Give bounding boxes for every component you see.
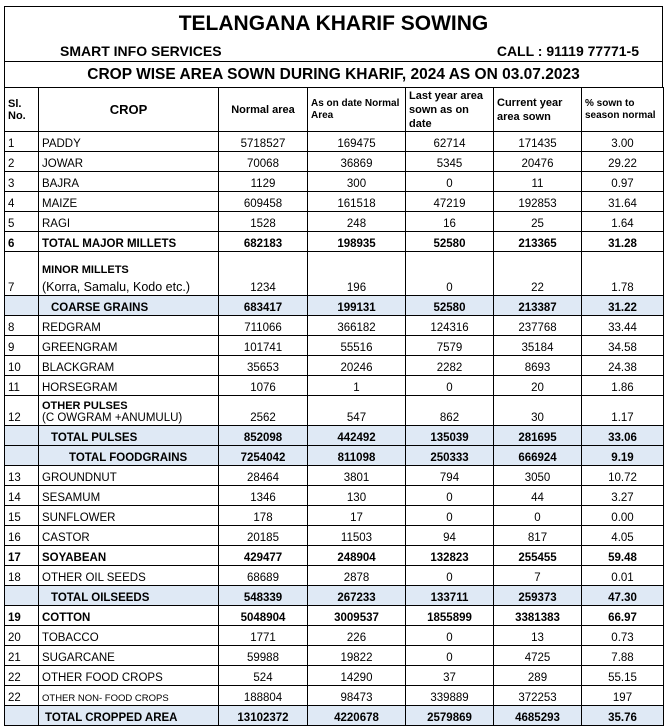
cell-asondate: 366182 — [308, 316, 406, 336]
cell-crop: GROUNDNUT — [39, 466, 219, 486]
cell-sl: 6 — [5, 232, 39, 252]
cell-lastyear: 62714 — [406, 132, 494, 152]
cell-normal: 178 — [219, 506, 308, 526]
cell-crop: COTTON — [39, 606, 219, 626]
cell-lastyear: 0 — [406, 626, 494, 646]
cell-normal: 1346 — [219, 486, 308, 506]
cell-pct: 1.78 — [582, 252, 664, 296]
cell-normal: 5048904 — [219, 606, 308, 626]
cell-current: 7 — [494, 566, 582, 586]
cell-crop: PADDY — [39, 132, 219, 152]
table-row — [5, 316, 664, 336]
cell-current: 35184 — [494, 336, 582, 356]
cell-pct: 0.73 — [582, 626, 664, 646]
cell-pct: 34.58 — [582, 336, 664, 356]
cell-crop: TOTAL MAJOR MILLETS — [39, 232, 219, 252]
cell-sl: 10 — [5, 356, 39, 376]
cell-crop: BAJRA — [39, 172, 219, 192]
cell-lastyear: 0 — [406, 566, 494, 586]
cell-crop: TOTAL CROPPED AREA — [39, 706, 219, 726]
cell-asondate: 2878 — [308, 566, 406, 586]
cell-lastyear: 250333 — [406, 446, 494, 466]
cell-current: 213387 — [494, 296, 582, 316]
cell-asondate: 55516 — [308, 336, 406, 356]
cell-sl: 7 — [5, 252, 39, 296]
table-row — [5, 646, 664, 666]
cell-normal: 852098 — [219, 426, 308, 446]
table-row — [5, 606, 664, 626]
cell-pct: 31.22 — [582, 296, 664, 316]
cell-normal: 548339 — [219, 586, 308, 606]
cell-asondate: 300 — [308, 172, 406, 192]
cell-asondate: 198935 — [308, 232, 406, 252]
cell-normal: 1076 — [219, 376, 308, 396]
table-row — [5, 546, 664, 566]
cell-current: 213365 — [494, 232, 582, 252]
cell-lastyear: 52580 — [406, 296, 494, 316]
cell-lastyear: 0 — [406, 506, 494, 526]
company-name: SMART INFO SERVICES — [60, 43, 222, 59]
cell-pct: 66.97 — [582, 606, 664, 626]
cell-current: 20 — [494, 376, 582, 396]
cell-crop: TOTAL FOODGRAINS — [39, 446, 219, 466]
cell-current: 30 — [494, 396, 582, 426]
cell-asondate: 442492 — [308, 426, 406, 446]
cell-current: 3381383 — [494, 606, 582, 626]
cell-asondate: 17 — [308, 506, 406, 526]
cell-sl: 21 — [5, 646, 39, 666]
cell-crop: TOTAL PULSES — [39, 426, 219, 446]
cell-lastyear: 0 — [406, 172, 494, 192]
cell-pct: 7.88 — [582, 646, 664, 666]
cell-current: 25 — [494, 212, 582, 232]
cell-asondate: 14290 — [308, 666, 406, 686]
table-header-row — [5, 88, 664, 132]
cell-sl: 18 — [5, 566, 39, 586]
cell-normal: 682183 — [219, 232, 308, 252]
table-row — [5, 506, 664, 526]
cell-pct: 47.30 — [582, 586, 664, 606]
cell-sl — [5, 446, 39, 466]
info-bar — [4, 41, 663, 61]
cell-normal: 524 — [219, 666, 308, 686]
cell-sl: 1 — [5, 132, 39, 152]
cell-sl: 4 — [5, 192, 39, 212]
cell-asondate: 36869 — [308, 152, 406, 172]
cell-sl: 13 — [5, 466, 39, 486]
cell-lastyear: 133711 — [406, 586, 494, 606]
cell-current: 20476 — [494, 152, 582, 172]
cell-asondate: 199131 — [308, 296, 406, 316]
cell-asondate: 98473 — [308, 686, 406, 706]
cell-asondate: 3801 — [308, 466, 406, 486]
cell-current: 372253 — [494, 686, 582, 706]
cell-normal: 7254042 — [219, 446, 308, 466]
cell-sl: 22 — [5, 666, 39, 686]
cell-asondate: 20246 — [308, 356, 406, 376]
cell-current: 817 — [494, 526, 582, 546]
cell-current: 13 — [494, 626, 582, 646]
cell-pct: 1.17 — [582, 396, 664, 426]
cell-current: 4725 — [494, 646, 582, 666]
cell-asondate: 161518 — [308, 192, 406, 212]
table-row — [5, 152, 664, 172]
table-row — [5, 396, 664, 426]
table-row — [5, 192, 664, 212]
cell-crop: SUNFLOWER — [39, 506, 219, 526]
cell-sl — [5, 586, 39, 606]
table-row — [5, 212, 664, 232]
table-row — [5, 356, 664, 376]
cell-lastyear: 132823 — [406, 546, 494, 566]
cell-normal: 68689 — [219, 566, 308, 586]
cell-lastyear: 862 — [406, 396, 494, 426]
cell-asondate: 811098 — [308, 446, 406, 466]
cell-normal: 711066 — [219, 316, 308, 336]
cell-crop: SUGARCANE — [39, 646, 219, 666]
table-row — [5, 666, 664, 686]
cell-lastyear: 94 — [406, 526, 494, 546]
cell-normal: 5718527 — [219, 132, 308, 152]
cell-sl: 20 — [5, 626, 39, 646]
cell-sl — [5, 296, 39, 316]
cell-pct: 4.05 — [582, 526, 664, 546]
crop-table — [4, 87, 664, 726]
cell-normal: 1234 — [219, 252, 308, 296]
cell-normal: 35653 — [219, 356, 308, 376]
cell-current: 289 — [494, 666, 582, 686]
crop-main-label: MINOR MILLETS — [42, 264, 129, 276]
cell-pct: 3.00 — [582, 132, 664, 152]
cell-current: 259373 — [494, 586, 582, 606]
cell-crop: HORSEGRAM — [39, 376, 219, 396]
cell-pct: 59.48 — [582, 546, 664, 566]
cell-sl — [5, 706, 39, 726]
cell-pct: 1.64 — [582, 212, 664, 232]
cell-lastyear: 2282 — [406, 356, 494, 376]
cell-asondate: 248 — [308, 212, 406, 232]
cell-normal: 1528 — [219, 212, 308, 232]
cell-current: 237768 — [494, 316, 582, 336]
table-row — [5, 252, 664, 296]
cell-asondate: 11503 — [308, 526, 406, 546]
cell-crop — [39, 396, 219, 426]
header-sl: Sl. No. — [5, 88, 39, 132]
cell-crop: GREENGRAM — [39, 336, 219, 356]
cell-lastyear: 135039 — [406, 426, 494, 446]
cell-lastyear: 0 — [406, 646, 494, 666]
cell-pct: 31.28 — [582, 232, 664, 252]
cell-crop: MAIZE — [39, 192, 219, 212]
cell-lastyear: 794 — [406, 466, 494, 486]
table-row — [5, 586, 664, 606]
cell-lastyear: 0 — [406, 376, 494, 396]
header-normal-area: Normal area — [219, 88, 308, 132]
table-row — [5, 132, 664, 152]
cell-pct: 33.06 — [582, 426, 664, 446]
cell-pct: 0.00 — [582, 506, 664, 526]
cell-current: 4685293 — [494, 706, 582, 726]
cell-pct: 24.38 — [582, 356, 664, 376]
cell-sl: 9 — [5, 336, 39, 356]
cell-pct: 55.15 — [582, 666, 664, 686]
cell-normal: 1771 — [219, 626, 308, 646]
cell-sl: 3 — [5, 172, 39, 192]
cell-sl: 14 — [5, 486, 39, 506]
cell-pct: 35.76 — [582, 706, 664, 726]
cell-crop: OTHER OIL SEEDS — [39, 566, 219, 586]
cell-crop: RAGI — [39, 212, 219, 232]
cell-asondate: 19822 — [308, 646, 406, 666]
cell-normal: 59988 — [219, 646, 308, 666]
cell-asondate: 547 — [308, 396, 406, 426]
cell-lastyear: 124316 — [406, 316, 494, 336]
cell-sl: 5 — [5, 212, 39, 232]
table-row — [5, 526, 664, 546]
cell-asondate: 226 — [308, 626, 406, 646]
cell-pct: 9.19 — [582, 446, 664, 466]
table-row — [5, 566, 664, 586]
cell-current: 281695 — [494, 426, 582, 446]
cell-sl: 11 — [5, 376, 39, 396]
cell-pct: 31.64 — [582, 192, 664, 212]
table-row — [5, 232, 664, 252]
cell-crop: TOTAL OILSEEDS — [39, 586, 219, 606]
table-row — [5, 336, 664, 356]
cell-lastyear: 1855899 — [406, 606, 494, 626]
cell-current: 11 — [494, 172, 582, 192]
cell-lastyear: 47219 — [406, 192, 494, 212]
cell-current: 22 — [494, 252, 582, 296]
cell-lastyear: 52580 — [406, 232, 494, 252]
cell-crop: SOYABEAN — [39, 546, 219, 566]
cell-current: 255455 — [494, 546, 582, 566]
cell-crop — [39, 252, 219, 296]
table-row — [5, 446, 664, 466]
cell-sl — [5, 426, 39, 446]
cell-asondate: 130 — [308, 486, 406, 506]
cell-lastyear: 339889 — [406, 686, 494, 706]
cell-sl: 17 — [5, 546, 39, 566]
cell-pct: 3.27 — [582, 486, 664, 506]
cell-lastyear: 0 — [406, 252, 494, 296]
table-row — [5, 172, 664, 192]
report-sheet — [4, 6, 663, 726]
cell-lastyear: 5345 — [406, 152, 494, 172]
cell-normal: 28464 — [219, 466, 308, 486]
cell-current: 171435 — [494, 132, 582, 152]
cell-pct: 29.22 — [582, 152, 664, 172]
table-row — [5, 486, 664, 506]
cell-pct: 0.01 — [582, 566, 664, 586]
cell-asondate: 4220678 — [308, 706, 406, 726]
table-row — [5, 706, 664, 726]
cell-normal: 2562 — [219, 396, 308, 426]
crop-sub-label: (C OWGRAM +ANUMULU) — [42, 412, 183, 424]
cell-lastyear: 37 — [406, 666, 494, 686]
cell-pct: 197 — [582, 686, 664, 706]
cell-normal: 101741 — [219, 336, 308, 356]
table-row — [5, 426, 664, 446]
cell-current: 0 — [494, 506, 582, 526]
cell-crop: SESAMUM — [39, 486, 219, 506]
cell-lastyear: 2579869 — [406, 706, 494, 726]
cell-crop: JOWAR — [39, 152, 219, 172]
header-as-on-date: As on date Normal Area — [308, 88, 406, 132]
cell-crop: COARSE GRAINS — [39, 296, 219, 316]
cell-crop: TOBACCO — [39, 626, 219, 646]
cell-pct: 10.72 — [582, 466, 664, 486]
header-crop: CROP — [39, 88, 219, 132]
cell-normal: 70068 — [219, 152, 308, 172]
cell-current: 8693 — [494, 356, 582, 376]
crop-sub-label: (Korra, Samalu, Kodo etc.) — [42, 280, 190, 294]
table-row — [5, 296, 664, 316]
header-last-year: Last year area sown as on date — [406, 88, 494, 132]
cell-sl: 2 — [5, 152, 39, 172]
cell-crop: CASTOR — [39, 526, 219, 546]
cell-lastyear: 0 — [406, 486, 494, 506]
table-row — [5, 626, 664, 646]
cell-asondate: 196 — [308, 252, 406, 296]
cell-sl: 22 — [5, 686, 39, 706]
cell-normal: 429477 — [219, 546, 308, 566]
cell-normal: 1129 — [219, 172, 308, 192]
table-row — [5, 466, 664, 486]
cell-asondate: 1 — [308, 376, 406, 396]
cell-crop: OTHER FOOD CROPS — [39, 666, 219, 686]
cell-crop: REDGRAM — [39, 316, 219, 336]
cell-current: 44 — [494, 486, 582, 506]
header-current-year: Current year area sown — [494, 88, 582, 132]
cell-normal: 609458 — [219, 192, 308, 212]
cell-normal: 20185 — [219, 526, 308, 546]
call-number: CALL : 91119 77771-5 — [496, 43, 639, 59]
cell-asondate: 169475 — [308, 132, 406, 152]
table-row — [5, 686, 664, 706]
cell-sl: 15 — [5, 506, 39, 526]
report-subtitle: CROP WISE AREA SOWN DURING KHARIF, 2024 AS ON 03.07.2023 — [4, 61, 663, 87]
report-title: TELANGANA KHARIF SOWING — [4, 6, 663, 41]
cell-lastyear: 16 — [406, 212, 494, 232]
cell-normal: 13102372 — [219, 706, 308, 726]
cell-sl: 19 — [5, 606, 39, 626]
cell-asondate: 248904 — [308, 546, 406, 566]
cell-pct: 33.44 — [582, 316, 664, 336]
cell-normal: 683417 — [219, 296, 308, 316]
cell-sl: 8 — [5, 316, 39, 336]
cell-crop: OTHER NON- FOOD CROPS — [39, 686, 219, 706]
cell-crop: BLACKGRAM — [39, 356, 219, 376]
cell-sl: 16 — [5, 526, 39, 546]
cell-asondate: 267233 — [308, 586, 406, 606]
cell-normal: 188804 — [219, 686, 308, 706]
cell-asondate: 3009537 — [308, 606, 406, 626]
cell-lastyear: 7579 — [406, 336, 494, 356]
cell-current: 666924 — [494, 446, 582, 466]
cell-pct: 0.97 — [582, 172, 664, 192]
header-pct-sown: % sown to season normal — [582, 88, 664, 132]
cell-pct: 1.86 — [582, 376, 664, 396]
table-row — [5, 376, 664, 396]
cell-current: 192853 — [494, 192, 582, 212]
cell-current: 3050 — [494, 466, 582, 486]
cell-sl: 12 — [5, 396, 39, 426]
crop-main-label: OTHER PULSES — [42, 400, 128, 412]
